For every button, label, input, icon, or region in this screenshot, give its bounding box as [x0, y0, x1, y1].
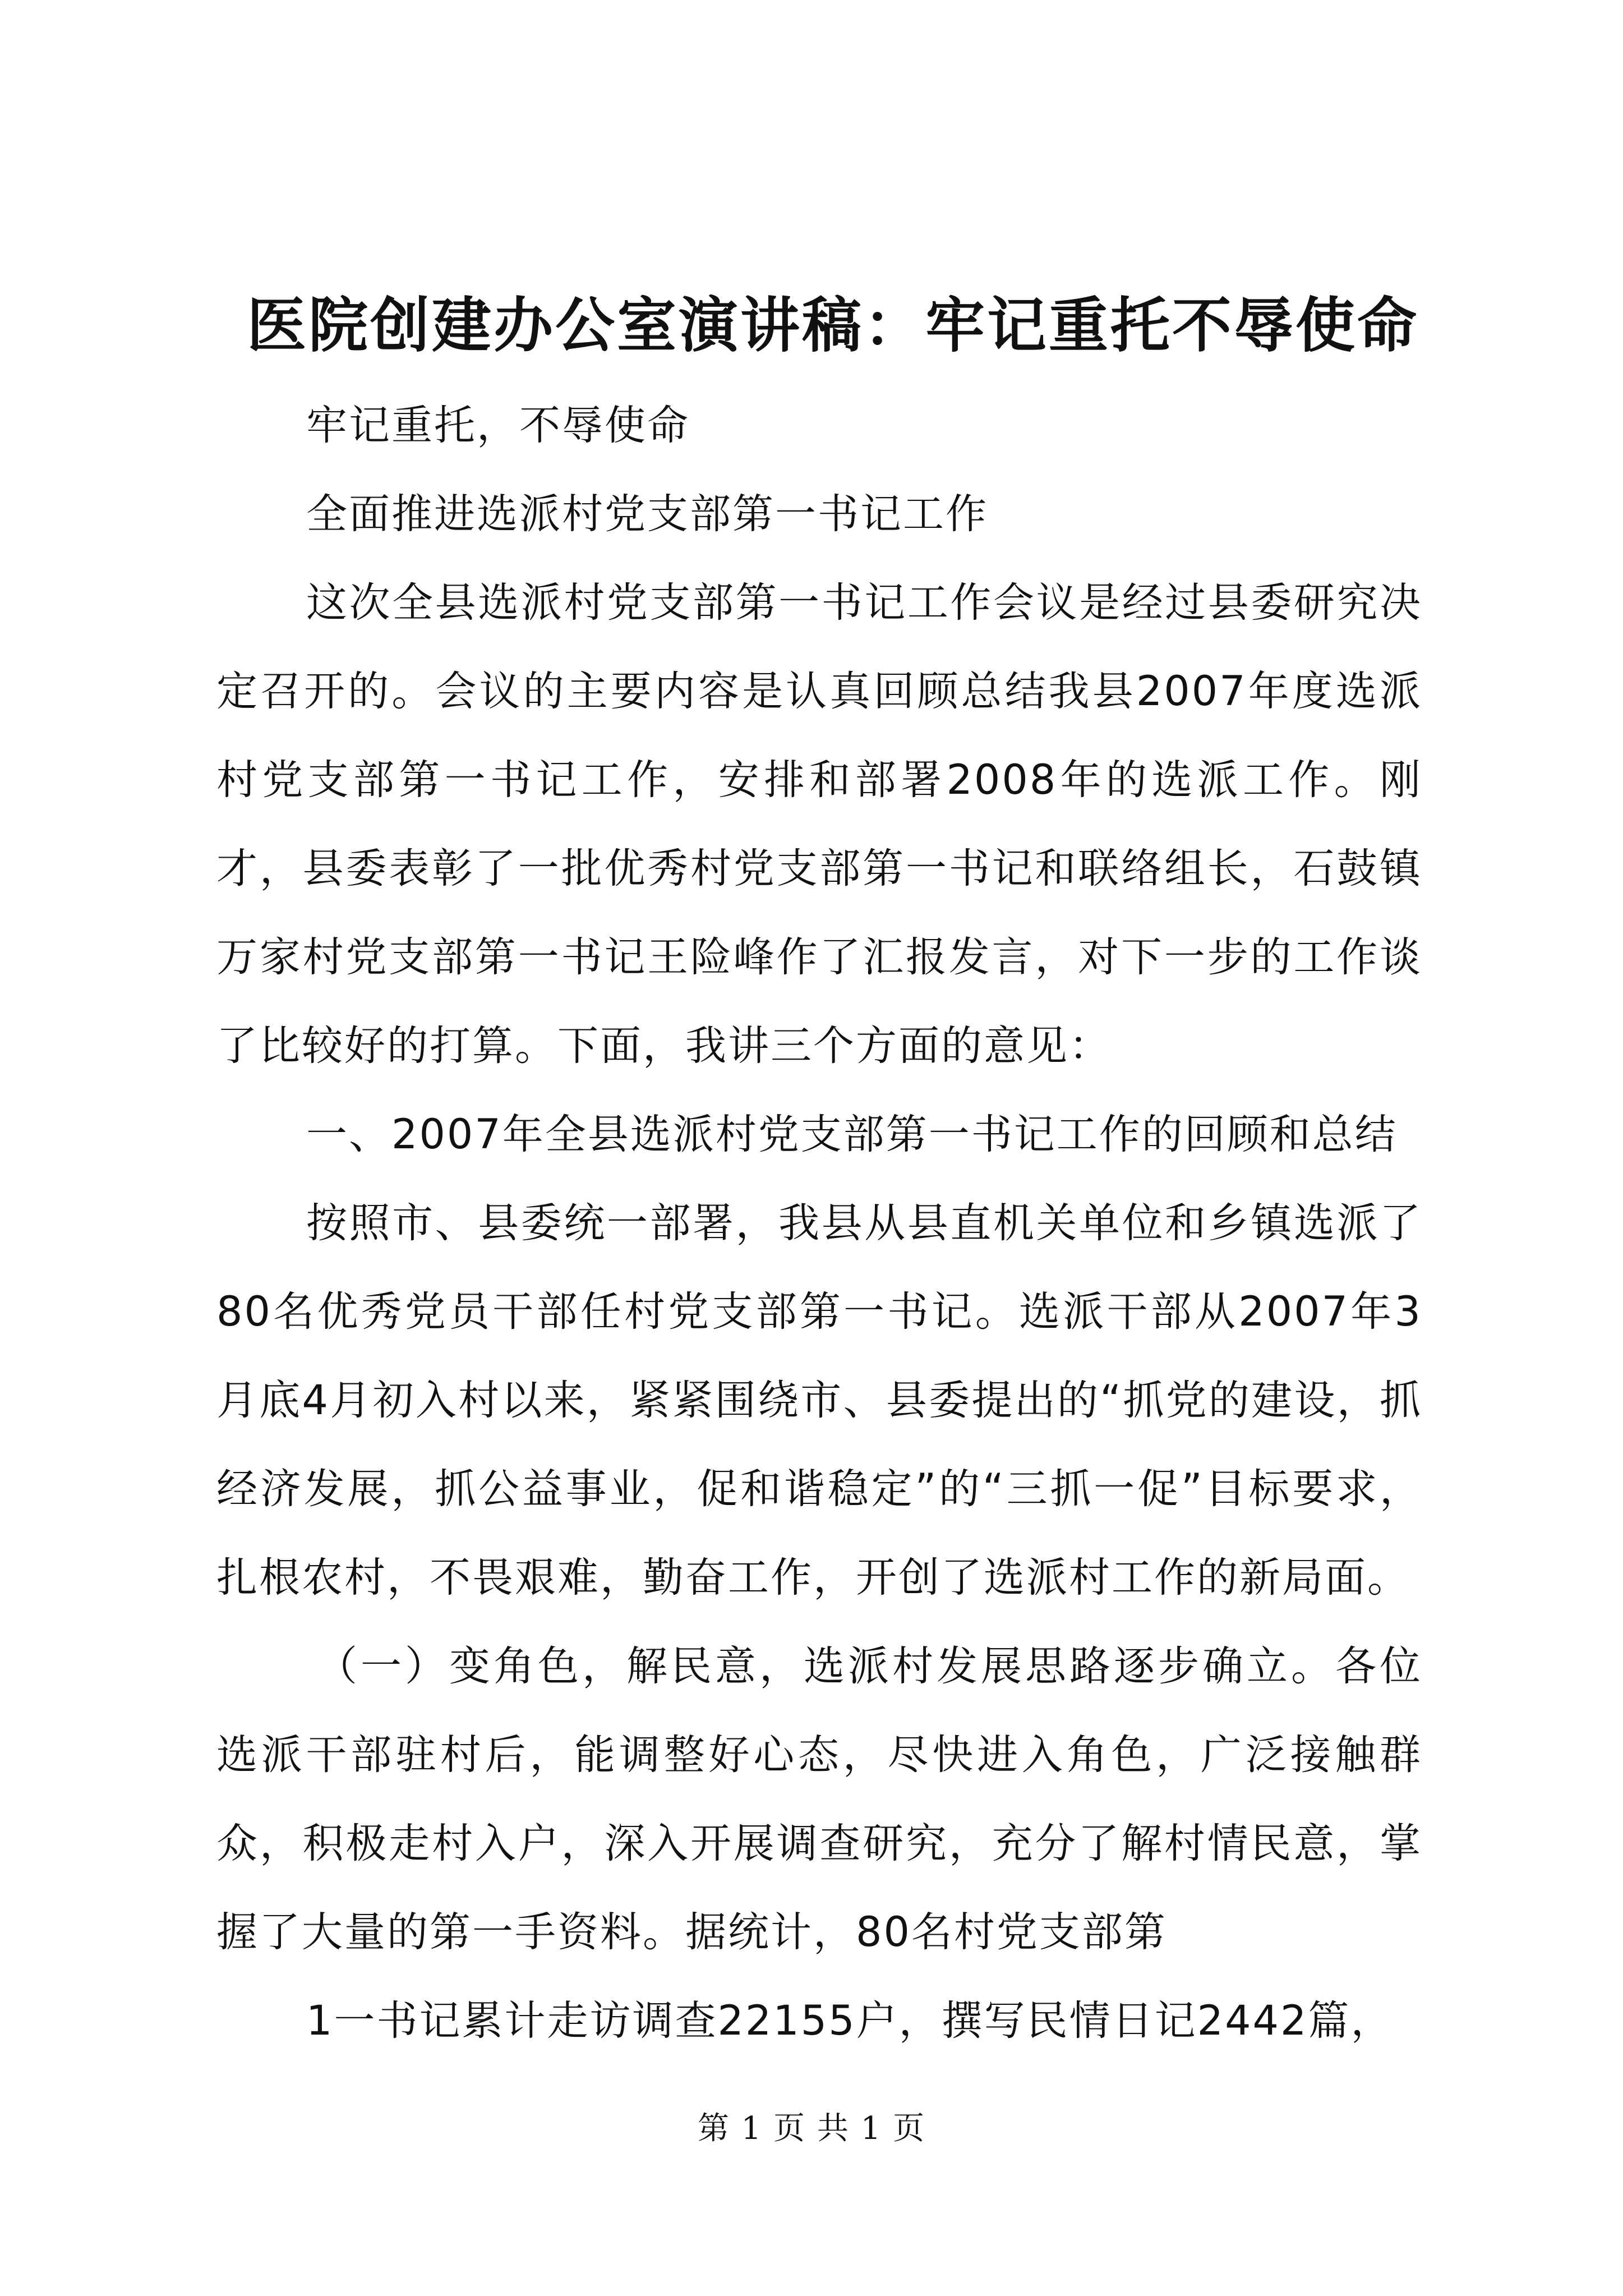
document-title: 医院创建办公室演讲稿：牢记重托不辱使命	[247, 290, 1419, 360]
body-paragraph: 1一书记累计走访调查22155户，撰写民情日记2442篇，	[306, 1997, 1394, 2045]
body-paragraph: （一）变角色，解民意，选派村发展思路逐步确立。各位选派干部驻村后，能调整好心态，尽快进入角色，广泛接触群众，积极走村入户，深入开展调查研究，充分了解村情民意，掌握了大量的第一手资料。据统计，80名村党支部第	[216, 1642, 1422, 1956]
subtitle-line: 牢记重托，不辱使命	[306, 402, 690, 449]
section-heading: 一、2007年全县选派村党支部第一书记工作的回顾和总结	[306, 1111, 1398, 1158]
body-paragraph: 这次全县选派村党支部第一书记工作会议是经过县委研究决定召开的。会议的主要内容是认真回顾总结我县2007年度选派村党支部第一书记工作，安排和部署2008年的选派工作。刚才，县委表彰了一批优秀村党支部第一书记和联络组长，石鼓镇万家村党支部第一书记王险峰作了汇报发言，对下一步的工作谈了比较好的打算。下面，我讲三个方面的意见：	[216, 579, 1422, 1070]
body-paragraph: 按照市、县委统一部署，我县从县直机关单位和乡镇选派了80名优秀党员干部任村党支部第一书记。选派干部从2007年3月底4月初入村以来，紧紧围绕市、县委提出的“抓党的建设，抓经济发展，抓公益事业，促和谐稳定”的“三抓一促”目标要求，扎根农村，不畏艰难，勤奋工作，开创了选派村工作的新局面。	[216, 1199, 1422, 1602]
subtitle-line: 全面推进选派村党支部第一书记工作	[306, 490, 988, 538]
page-footer: 第 1 页 共 1 页	[697, 2110, 926, 2147]
document-body	[216, 381, 1422, 2065]
